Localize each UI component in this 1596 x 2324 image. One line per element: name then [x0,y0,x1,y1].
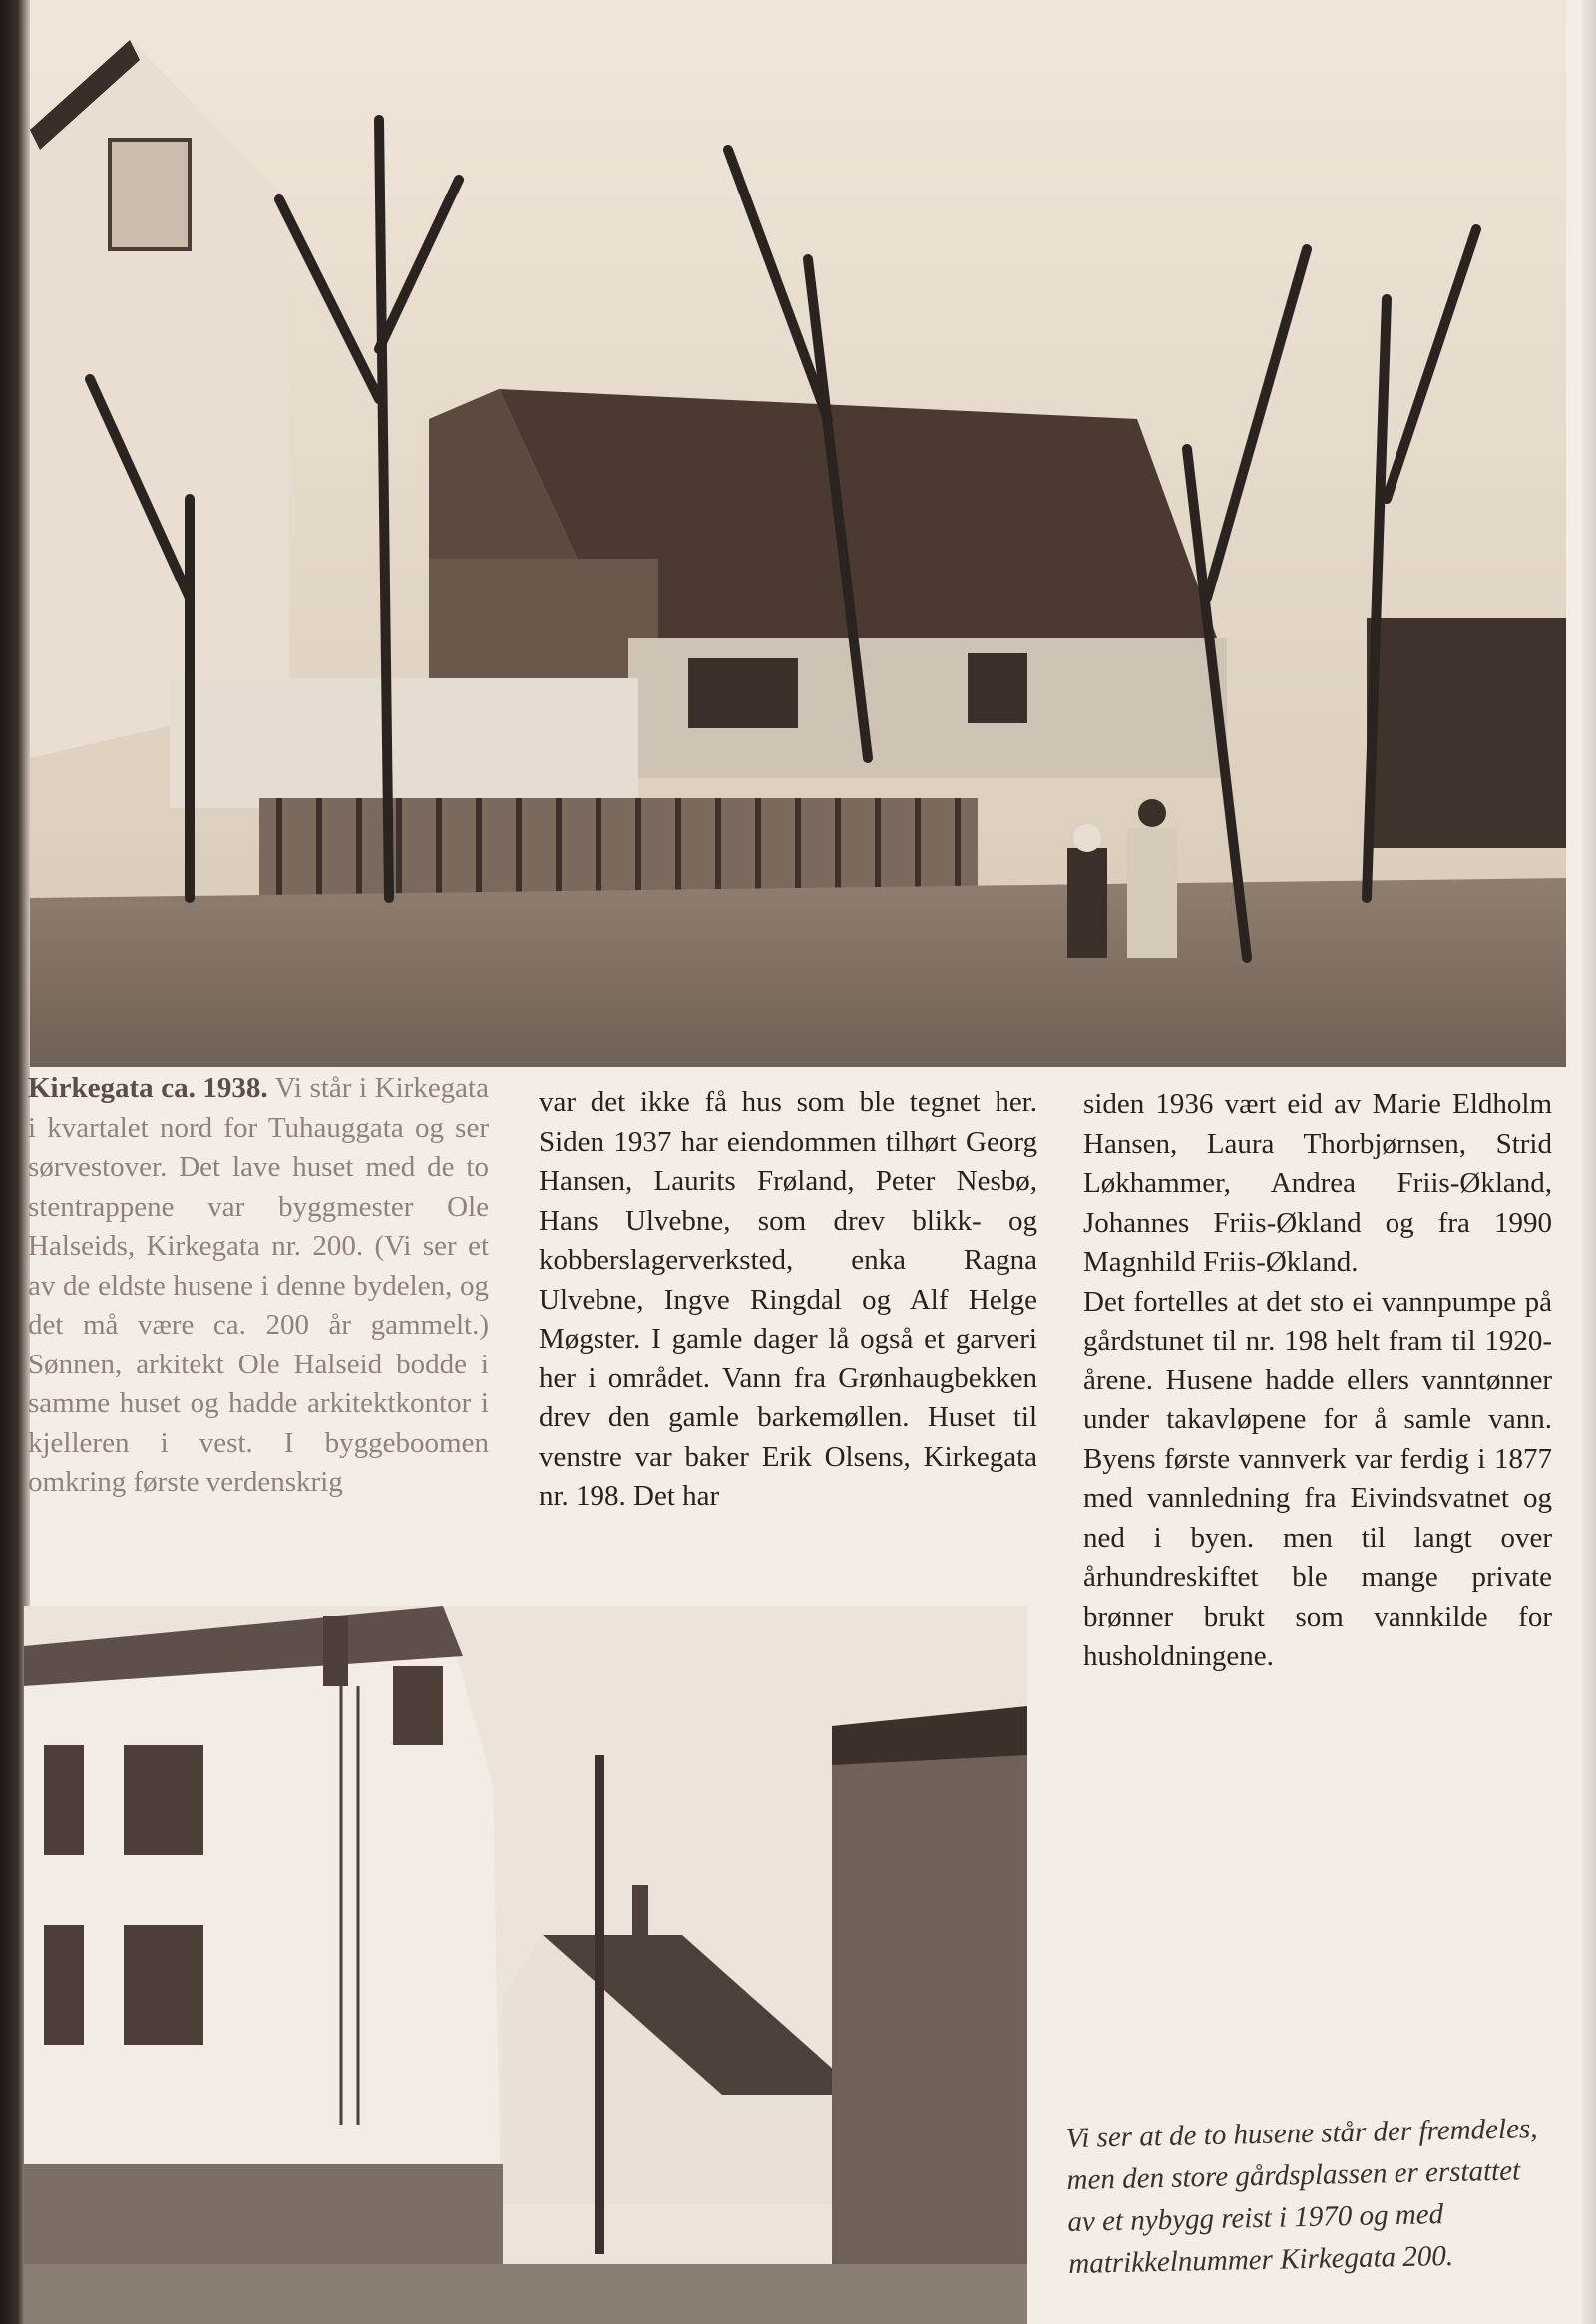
column1-body: Vi står i Kirkegata i kvartalet nord for Tuhauggata og ser sørvestover. Det lave huset med de to stentrappene var byggmester Ole Halseids, Kirkegata nr. 200. (Vi ser et av de eldste husene i denne bydelen, og det må være ca. 200 år gammelt.) Sønnen, arkitekt Ole Halseid bodde i samme huset og hadde arkitektkontor i kjelleren i vest. I byggeboomen omkring første verdenskrig [28,1072,489,1498]
bottom-photo-caption: Vi ser at de to husene står der fremdeles, men den store gårdsplassen er erstattet av et nybygg reist i 1970 og med matrikkelnummer Kirkegata 200. [1065,2113,1538,2281]
top-photograph [30,0,1566,1067]
photo-caption-title: Kirkegata ca. 1938. [28,1072,268,1104]
text-column-2 [539,1083,1037,1517]
page-edge [1582,0,1596,2324]
column3-paragraph-2: Det fortelles at det sto ei vannpumpe på gårdstunet til nr. 198 helt fram til 1920- årene. Husene hadde ellers vanntønner under takavløpene for å samle vann. Byens første vannverk var ferdig i 1877 med vannledning fra Eivindsvatnet og ned i byen. men til langt over århundreskiftet ble mange private brønner brukt som vannkilde for husholdningene. [1083,1285,1552,1672]
bottom-photograph [24,1606,1027,2324]
text-column-3 [1083,1085,1552,1677]
column3-paragraph-1: siden 1936 vært eid av Marie Eldholm Hansen, Laura Thorbjørnsen, Strid Løkhammer, Andrea Friis-Økland, Johannes Friis-Økland og fra 1990 Magnhild Friis-Økland. [1083,1088,1552,1278]
column2-body: var det ikke få hus som ble tegnet her. Siden 1937 har eiendommen tilhørt Georg Hansen, Laurits Frøland, Peter Nesbø, Hans Ulvebne, som drev blikk- og kobberslagerverksted, enka Ragna Ulvebne, Ingve Ringdal og Alf Helge Møgster. I gamle dager lå også et garveri her i området. Vann fra Grønhaugbekken drev den gamle barkemøllen. Huset til venstre var baker Erik Olsens, Kirkegata nr. 198. Det har [539,1086,1037,1512]
top-photograph-image [30,0,1566,1067]
bottom-photograph-image [24,1606,1027,2324]
text-column-1 [28,1069,489,1503]
